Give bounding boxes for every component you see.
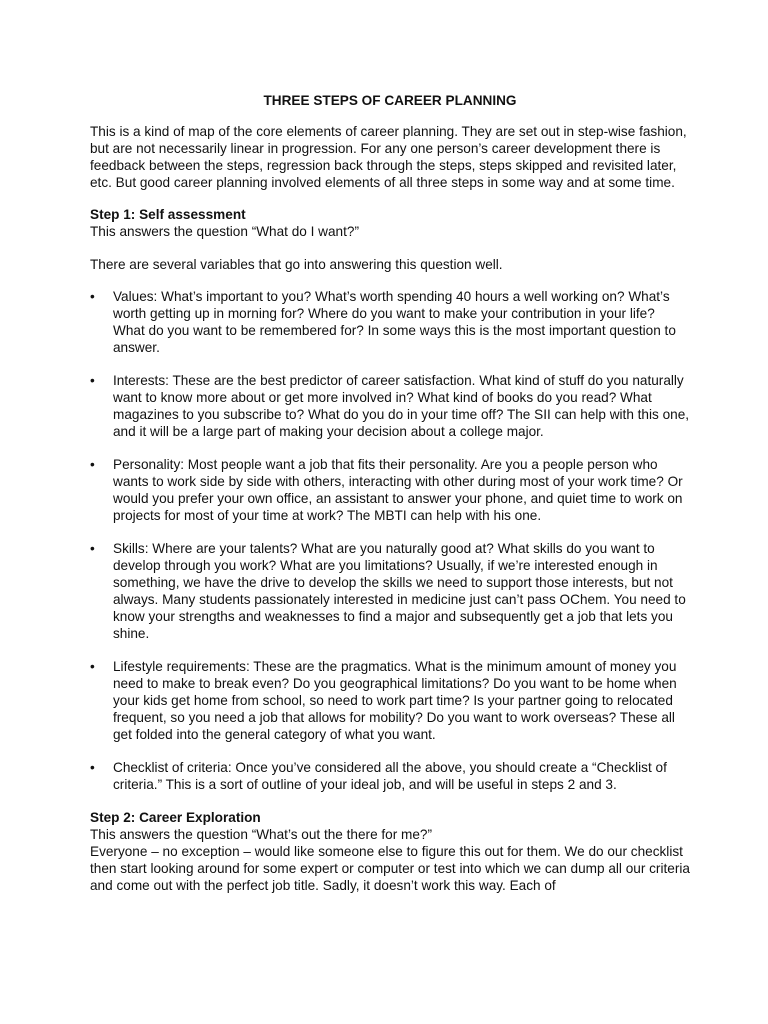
- list-item-personality: [90, 456, 690, 524]
- bullet-icon: •: [90, 659, 95, 674]
- list-item-text: Personality: Most people want a job that fits their personality. Are you a people person who wants to work side by side with others, interacting with other during most of your work time? Or would you prefer your own office, an assistant to answer your phone, and quiet time to work on projects for most of your time at work? The MBTI can help with his one.: [113, 457, 683, 523]
- bullet-icon: •: [90, 760, 95, 775]
- list-item-checklist: [90, 759, 690, 793]
- step1-heading: Step 1: Self assessment: [90, 207, 246, 222]
- list-item-interests: [90, 372, 690, 440]
- step1-variable-list: [90, 288, 690, 793]
- step1-question: This answers the question “What do I want?”: [90, 224, 359, 239]
- bullet-icon: •: [90, 289, 95, 304]
- step2-question: This answers the question “What’s out the there for me?”: [90, 827, 433, 842]
- bullet-icon: •: [90, 373, 95, 388]
- list-item-lifestyle: [90, 658, 690, 743]
- step2-body: Everyone – no exception – would like someone else to figure this out for them. We do our checklist then start looking around for some expert or computer or test into which we can dump all our criteria and come out with the perfect job title. Sadly, it doesn’t work this way. Each of: [90, 844, 690, 893]
- list-item-skills: [90, 540, 690, 642]
- intro-paragraph: This is a kind of map of the core elements of career planning. They are set out in step-wise fashion, but are not necessarily linear in progression. For any one person’s career development there is feedback between the steps, regression back through the steps, steps skipped and revisited later, etc. But good career planning involved elements of all three steps in some way and at some time.: [90, 124, 687, 190]
- list-item-values: [90, 288, 690, 356]
- document-title: THREE STEPS OF CAREER PLANNING: [263, 93, 517, 108]
- document-page: [90, 92, 690, 894]
- list-item-text: Skills: Where are your talents? What are you naturally good at? What skills do you want to develop through you work? What are you limitations? Usually, if we’re interested enough in something, we have the drive to develop the skills we need to support those interests, but not always. Many students passionately interested in medicine just can’t pass OChem. You need to know your strengths and weaknesses to find a major and subsequently get a job that lets you shine.: [113, 541, 686, 641]
- list-item-text: Checklist of criteria: Once you’ve considered all the above, you should create a “Checklist of criteria.” This is a sort of outline of your ideal job, and will be useful in steps 2 and 3.: [113, 760, 667, 792]
- step2-heading: Step 2: Career Exploration: [90, 810, 261, 825]
- step1-lead: There are several variables that go into answering this question well.: [90, 257, 503, 272]
- list-item-text: Values: What’s important to you? What’s worth spending 40 hours a well working on? What’s worth getting up in morning for? Where do you want to make your contribution in your life? What do you want to be remembered for? In some ways this is the most important question to answer.: [113, 289, 676, 355]
- list-item-text: Interests: These are the best predictor of career satisfaction. What kind of stuff do you naturally want to know more about or get more involved in? What kind of books do you read? What magazines to you subscribe to? What do you do in your time off? The SII can help with this one, and it will be a large part of making your decision about a college major.: [113, 373, 690, 439]
- bullet-icon: •: [90, 457, 95, 472]
- list-item-text: Lifestyle requirements: These are the pragmatics. What is the minimum amount of money you need to make to break even? Do you geographical limitations? Do you want to be home when your kids get home from school, so need to work part time? Is your partner going to relocated frequent, so you need a job that allows for mobility? Do you want to work overseas? These all get folded into the general category of what you want.: [113, 659, 677, 742]
- bullet-icon: •: [90, 541, 95, 556]
